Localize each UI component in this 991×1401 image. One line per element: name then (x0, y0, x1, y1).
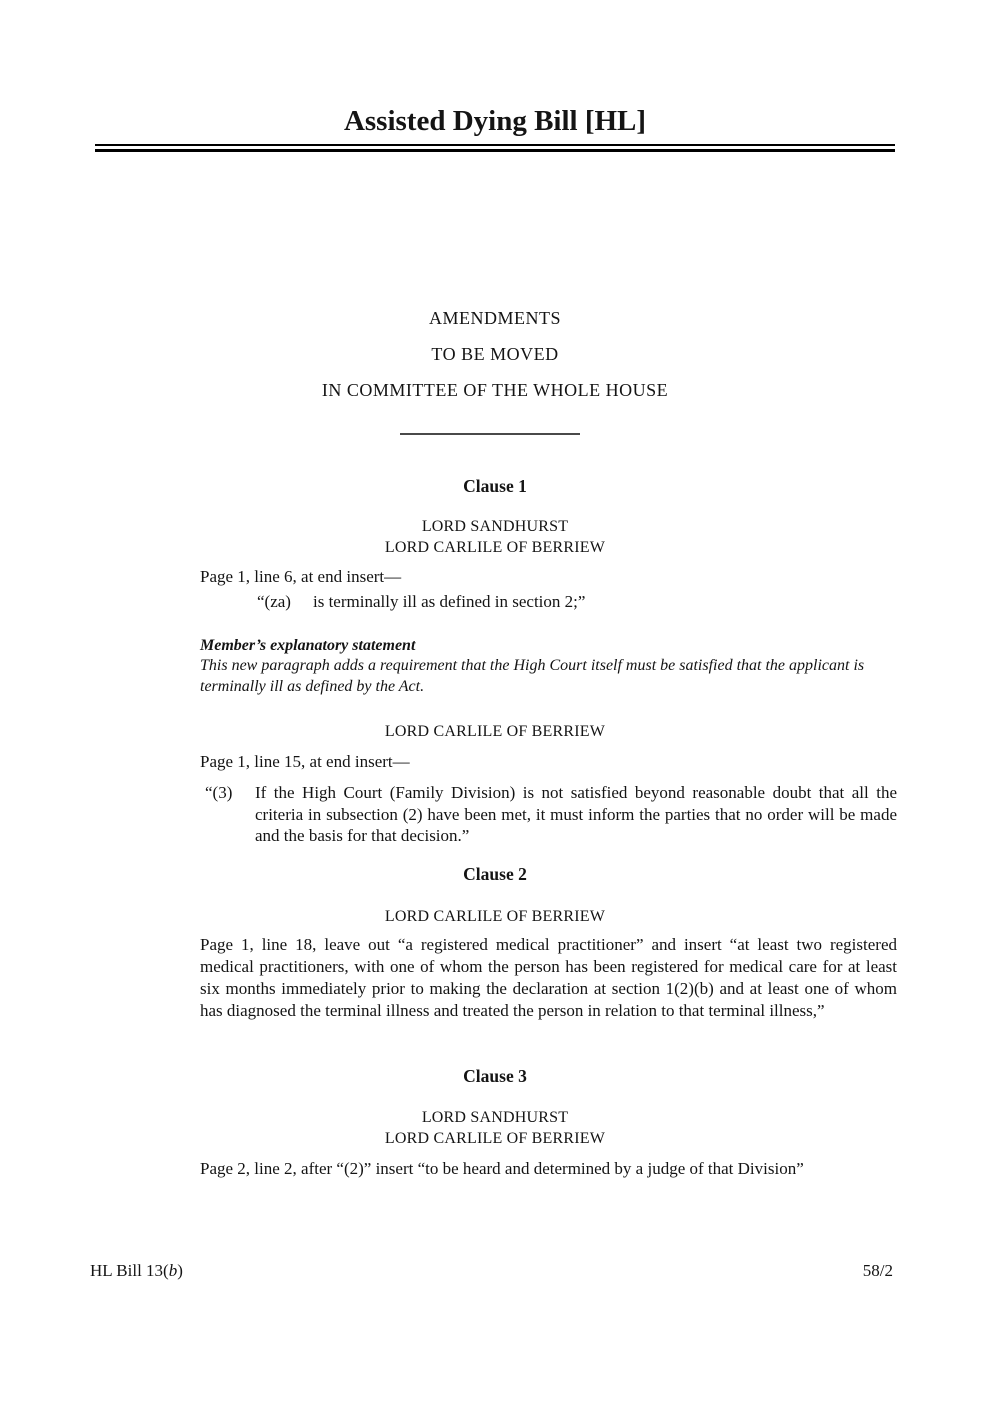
footer-session-number: 58/2 (862, 1261, 893, 1280)
sponsor-name: LORD SANDHURST (421, 1109, 569, 1126)
preamble-line-amendments: AMENDMENTS (428, 308, 561, 328)
amendment-instruction: Page 1, line 15, at end insert— (200, 752, 410, 771)
sponsor-name: LORD CARLILE OF BERRIEW (384, 1130, 606, 1147)
explanatory-statement-text: This new paragraph adds a requirement that the High Court itself must be satisfied that the applicant is terminally ill as defined by the Act. (200, 657, 865, 695)
sponsor-name: LORD SANDHURST (421, 518, 569, 535)
sponsor-name: LORD CARLILE OF BERRIEW (384, 908, 606, 925)
section-divider-rule (400, 433, 580, 435)
sponsor-name: LORD CARLILE OF BERRIEW (384, 539, 606, 556)
clause-3-heading: Clause 3 (463, 1066, 527, 1086)
provision-text: If the High Court (Family Division) is not satisfied beyond reasonable doubt that all the criteria in subsection (2) have been met, it must inform the parties that no order will be made and the basis for that decision.” (255, 783, 897, 845)
bill-title: Assisted Dying Bill [HL] (343, 105, 647, 137)
preamble (95, 300, 895, 408)
footer-bill-number-prefix: HL Bill 13( (90, 1261, 169, 1280)
title-double-rule (95, 144, 895, 152)
footer-bill-number (90, 1261, 183, 1281)
clause-1-amendment-1-sponsors (95, 516, 895, 558)
sponsor-name: LORD CARLILE OF BERRIEW (384, 723, 606, 740)
preamble-line-to-be-moved: TO BE MOVED (431, 344, 559, 364)
footer-bill-number-italic: b (168, 1261, 178, 1280)
clause-1-heading: Clause 1 (463, 476, 527, 496)
provision-text: is terminally ill as defined in section 2;” (313, 592, 586, 611)
clause-1-amendment-2-sponsors (95, 721, 895, 742)
amendment-instruction: Page 1, line 6, at end insert— (200, 567, 402, 586)
provision-marker: “(3) (205, 783, 233, 802)
explanatory-statement-heading: Member’s explanatory statement (200, 637, 416, 654)
quoted-provision (205, 782, 897, 847)
amendment-instruction: Page 2, line 2, after “(2)” insert “to be heard and determined by a judge of that Division” (200, 1159, 804, 1178)
preamble-line-committee: IN COMMITTEE OF THE WHOLE HOUSE (321, 380, 669, 400)
quoted-provision (257, 591, 897, 613)
clause-2-amendment-1-sponsors (95, 906, 895, 927)
clause-2-heading: Clause 2 (463, 864, 527, 884)
provision-marker: “(za) (257, 592, 291, 611)
footer-bill-number-suffix: ) (177, 1261, 183, 1280)
amendment-instruction: Page 1, line 18, leave out “a registered medical practitioner” and insert “at least two registered medical practitioners, with one of whom the person has been registered for medical care for at least six months immediately prior to making the declaration at section 1(2)(b) and at least one of whom has diagnosed the terminal illness and treated the person in relation to that terminal illness,” (200, 935, 897, 1020)
clause-3-amendment-1-sponsors (95, 1107, 895, 1149)
